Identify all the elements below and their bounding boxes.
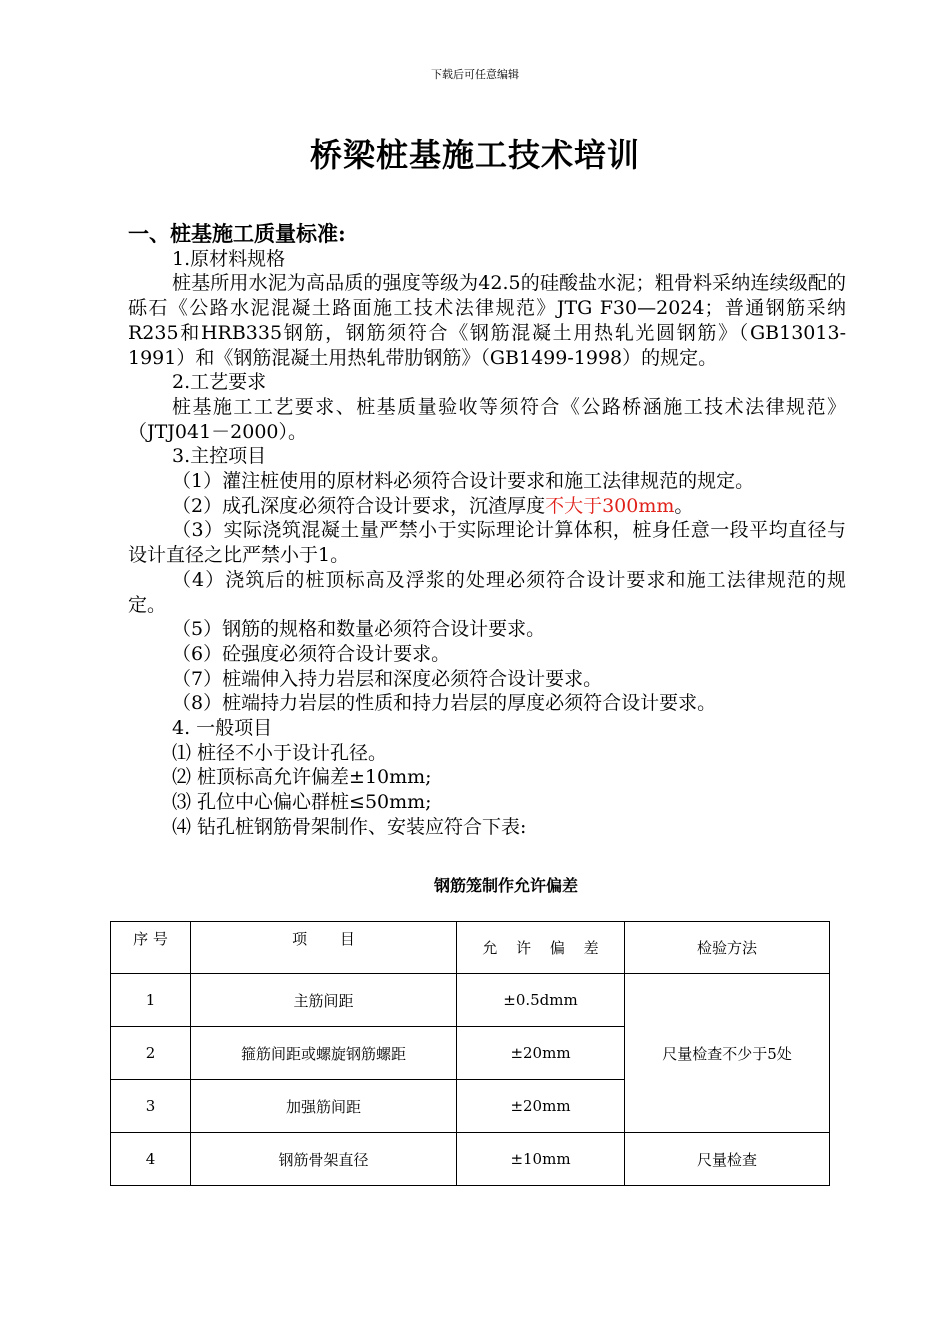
- main-control-item-1: （1）灌注桩使用的原材料必须符合设计要求和施工法律规范的规定。: [172, 470, 755, 493]
- paragraph-materials-text: 桩基所用水泥为高品质的强度等级为42.5的硅酸盐水泥；粗骨料采纳连续级配的砾石《公路水泥混凝土路面施工技术法律规范》JTG F30—2024；普通钢筋采纳R235和HRB335钢筋，钢筋须符合《钢筋混凝土用热轧光圆钢筋》（GB13013-1991）和《钢筋混凝土用热轧带肋钢筋》（GB1499-1998）的规定。: [128, 272, 846, 369]
- general-item-2: ⑵ 桩顶标高允许偏差±10mm;: [172, 766, 432, 789]
- header-no: 序 号: [111, 922, 191, 974]
- main-control-item-7: （7）桩端伸入持力岩层和深度必须符合设计要求。: [172, 667, 603, 690]
- table-header-row: [111, 922, 830, 974]
- row-method-merged: 尺量检查不少于5处: [625, 974, 830, 1133]
- row-tolerance: ±20mm: [457, 1027, 625, 1080]
- section-heading: 一、桩基施工质量标准:: [128, 221, 346, 246]
- item-2-text: （2）成孔深度必须符合设计要求，沉渣厚度: [172, 494, 546, 517]
- document-title: 桥梁桩基施工技术培训: [309, 136, 640, 174]
- header-method: 检验方法: [625, 922, 830, 974]
- table-row: [111, 974, 830, 1027]
- item-2-highlight: 不大于300mm: [545, 494, 675, 517]
- header-note: 下载后可任意编辑: [431, 68, 519, 81]
- row-item: 主筋间距: [191, 974, 457, 1027]
- main-control-item-5: （5）钢筋的规格和数量必须符合设计要求。: [172, 618, 546, 641]
- header-tolerance: 允 许 偏 差: [457, 922, 625, 974]
- paragraph-materials: [128, 271, 846, 370]
- general-item-3: ⑶ 孔位中心偏心群桩≤50mm;: [172, 791, 432, 814]
- subheading-process: 2.工艺要求: [172, 371, 267, 394]
- main-control-item-8: （8）桩端持力岩层的性质和持力岩层的厚度必须符合设计要求。: [172, 692, 717, 715]
- row-item: 钢筋骨架直径: [191, 1133, 457, 1186]
- row-no: 1: [111, 974, 191, 1027]
- table-row: [111, 1133, 830, 1186]
- row-no: 4: [111, 1133, 191, 1186]
- subheading-general: 4. 一般项目: [172, 717, 273, 740]
- row-item: 箍筋间距或螺旋钢筋螺距: [191, 1027, 457, 1080]
- row-no: 2: [111, 1027, 191, 1080]
- main-control-item-6: （6）砼强度必须符合设计要求。: [172, 642, 451, 665]
- item-2-end: 。: [674, 494, 694, 517]
- main-control-item-3: （3）实际浇筑混凝土量严禁小于实际理论计算体积，桩身任意一段平均直径与设计直径之比严禁小于1。: [128, 519, 846, 567]
- tolerance-table: [110, 921, 830, 1186]
- general-item-4: ⑷ 钻孔桩钢筋骨架制作、安装应符合下表:: [172, 815, 527, 838]
- row-tolerance: ±20mm: [457, 1080, 625, 1133]
- table-caption: 钢筋笼制作允许偏差: [433, 876, 578, 895]
- main-control-item-4: （4）浇筑后的桩顶标高及浮浆的处理必须符合设计要求和施工法律规范的规定。: [128, 568, 846, 616]
- row-method: 尺量检查: [625, 1133, 830, 1186]
- row-item: 加强筋间距: [191, 1080, 457, 1133]
- subheading-materials: 1.原材料规格: [172, 247, 286, 270]
- row-no: 3: [111, 1080, 191, 1133]
- row-tolerance: ±10mm: [457, 1133, 625, 1186]
- subheading-main-control: 3.主控项目: [172, 445, 267, 468]
- main-control-item-2: [128, 494, 846, 519]
- paragraph-process-text: 桩基施工工艺要求、桩基质量验收等须符合《公路桥涵施工技术法律规范》（JTJ041－2000）。: [128, 395, 846, 443]
- document-body: [128, 222, 846, 840]
- general-item-1: ⑴ 桩径不小于设计孔径。: [172, 741, 388, 764]
- row-tolerance: ±0.5dmm: [457, 974, 625, 1027]
- paragraph-process: [128, 395, 846, 444]
- header-item: 项 目: [191, 922, 457, 974]
